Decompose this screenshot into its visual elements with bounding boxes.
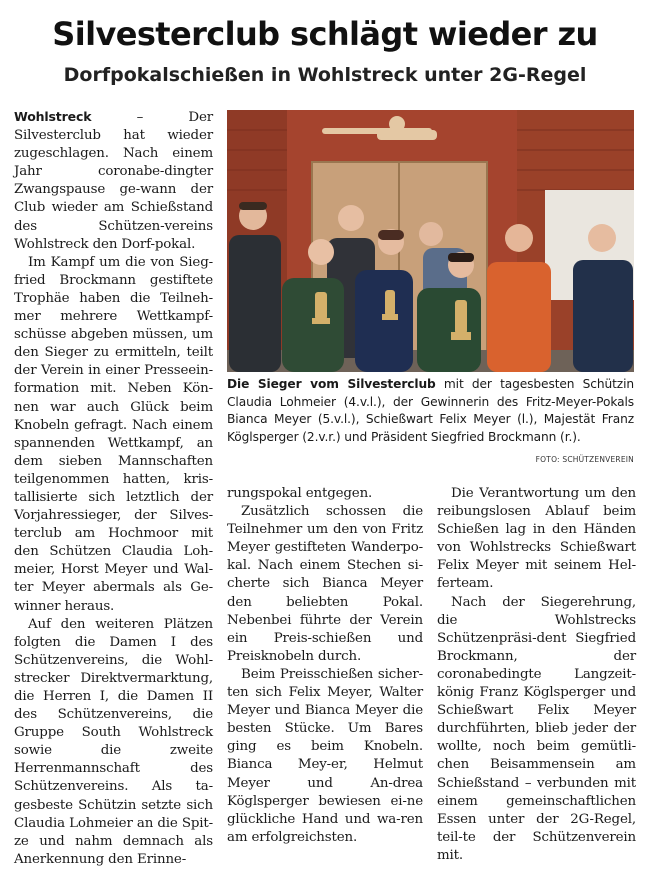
photo-caption [227,376,634,446]
dateline-separator: – [91,110,189,125]
paragraph: Auf den weiteren Plätzen folgten die Damen I des Schützenvereins, die Wohl-strecker Direktvermarktung, die Herren I, die Damen II des Schützenvereins, die Gruppe South Wohlstreck sowie die zweite Herrenmannschaft des Schützenvereins. Als ta-gesbeste Schützin setzte sich Claudia Lohmeier an die Spit-ze und nahm demnach als Anerkennung den Erinne- [14,616,213,867]
group-photo-illustration [227,110,634,372]
paragraph: Im Kampf um die von Sieg-fried Brockmann gestiftete Trophäe haben die Teilneh-mer mehrere Wettkampf-schüsse abgeben müssen, um den Sieger zu ermitteln, teilt der Verein in einer Presseein-formation mit. Neben Kön-nen war auch Glück beim Knobeln gefragt. Nach einem spannenden Wettkampf, an dem sieben Mannschaften teilgenommen hatten, kris-tallisierte sich letztlich der Vorjahressieger, der Silves-terclub am Hochmoor mit den Schützen Claudia Loh-meier, Horst Meyer und Wal-ter Meyer abermals als Ge-winner heraus. [14,254,213,614]
paragraph [14,108,213,254]
caption-lead: Die Sieger vom Silvesterclub [227,377,436,391]
paragraph: Beim Preisschießen sicher-ten sich Felix Meyer, Walter Meyer und Bianca Meyer die besten Stücke. Um Bares ging es beim Knobeln. Bianca Mey-er, Helmut Meyer und An-drea Köglsperger bewiesen ei-ne glückliche Hand und wa-ren am erfolgreichsten. [227,666,423,845]
paragraph-text: Der Silvesterclub hat wieder zugeschlagen. Nach einem Jahr coronabe-dingter Zwangspause ge-wann der Club wieder am Schießstand des Schützen-vereins Wohlstreck den Dorf-pokal. [14,110,213,252]
article-column-2 [227,485,423,847]
article-column-3 [437,485,636,865]
photo-credit: FOTO: SCHÜTZENVEREIN [535,455,634,464]
article-headline: Silvesterclub schlägt wieder zu [52,15,598,53]
paragraph: rungspokal entgegen. [227,486,373,501]
paragraph: Die Verantwortung um den reibungslosen Ablauf beim Schießen lag in den Händen von Wohlstrecks Schießwart Felix Meyer mit seinem Hel-ferteam. [437,486,636,592]
article-column-1 [14,108,213,869]
caption-text: mit der tagesbesten Schützin Claudia Lohmeier (4.v.l.), der Gewinnerin des Fritz-Meyer-Pokals Bianca Meyer (5.v.l.), Schießwart Felix Meyer (l.), Majestät Franz Köglsperger (2.v.r.) und Präsident Siegfried Brockmann (r.). [227,377,635,444]
article-subheadline: Dorfpokalschießen in Wohlstreck unter 2G-Regel [63,64,587,86]
paragraph: Zusätzlich schossen die Teilnehmer um den von Fritz Meyer gestifteten Wanderpo-kal. Nach einem Stechen si-cherte sich Bianca Meyer den beliebten Pokal. Nebenbei führte der Verein ein Preis-schießen und Preisknobeln durch. [227,504,423,664]
paragraph: Nach der Siegerehrung, die Wohlstrecks Schützenpräsi-dent Siegfried Brockmann, der coronabedingte Langzeit-könig Franz Köglsperger und Schießwart Felix Meyer durchführten, blieb jeder der wollte, noch beim gemütli-chen Beisammensein am Schießstand – verbunden mit einem gemeinschaftlichen Essen unter der 2G-Regel, teil-te der Schützenverein mit. [437,594,636,863]
dateline: Wohlstreck [14,109,92,124]
article-photo [227,110,634,372]
